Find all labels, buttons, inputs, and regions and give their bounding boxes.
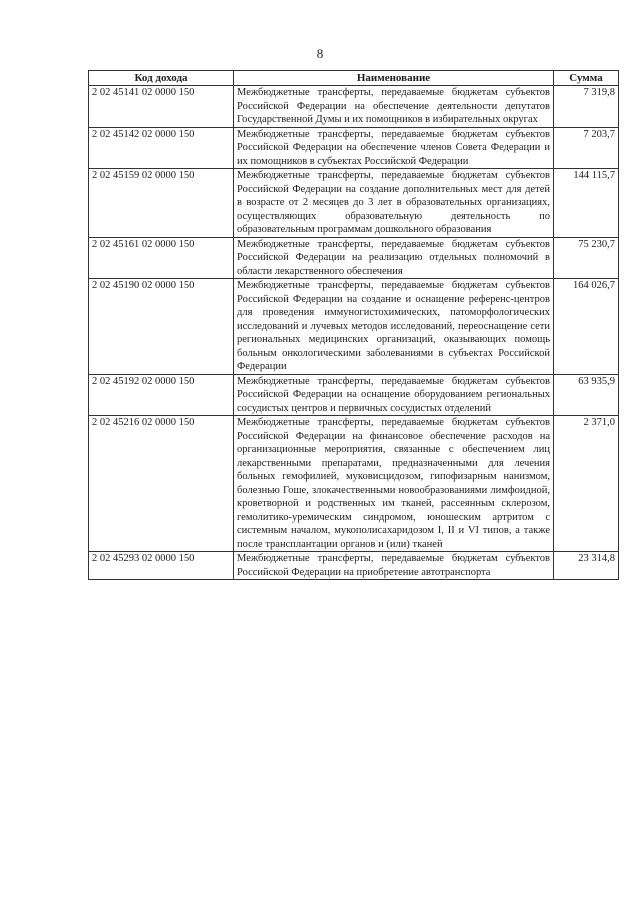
- revenue-code-cell: 2 02 45293 02 0000 150: [89, 552, 234, 580]
- page-number: 8: [316, 46, 324, 61]
- revenue-name-cell: Межбюджетные трансферты, передаваемые бюджетам субъектов Российской Федерации на обеспечение деятельности депутатов Государственной Думы и их помощников в избирательных округах: [234, 86, 554, 128]
- column-header-name: Наименование: [234, 71, 554, 86]
- table-row: [89, 279, 619, 375]
- revenue-code-cell: 2 02 45216 02 0000 150: [89, 416, 234, 552]
- table-row: [89, 86, 619, 128]
- revenue-sum-cell: 7 203,7: [554, 127, 619, 169]
- table-header-row: [89, 71, 619, 86]
- revenue-code-cell: 2 02 45159 02 0000 150: [89, 169, 234, 238]
- revenue-name-cell: Межбюджетные трансферты, передаваемые бюджетам субъектов Российской Федерации на финансовое обеспечение расходов на организационные мероприятия, связанные с обеспечением лиц лекарственными препаратами, предназначенными для лечения больных гемофилией, муковисцидозом, гипофизарным нанизмом, болезнью Гоше, злокачественными новообразованиями лимфоидной, кроветворной и родственных им тканей, рассеянным склерозом, гемолитико-уремическим синдромом, юношеским артритом с системным началом, мукополисахаридозом I, II и VI типов, а также после трансплантации органов и (или) тканей: [234, 416, 554, 552]
- revenue-name-cell: Межбюджетные трансферты, передаваемые бюджетам субъектов Российской Федерации на создание и оснащение референс-центров для проведения иммуногистохимических, патоморфологических исследований и лучевых методов исследований, переоснащение сети региональных медицинских организаций, оказывающих помощь больным онкологическими заболеваниями в субъектах Российской Федерации: [234, 279, 554, 375]
- revenue-name-cell: Межбюджетные трансферты, передаваемые бюджетам субъектов Российской Федерации на реализацию отдельных полномочий в области лекарственного обеспечения: [234, 237, 554, 279]
- revenue-sum-cell: 7 319,8: [554, 86, 619, 128]
- revenue-code-cell: 2 02 45190 02 0000 150: [89, 279, 234, 375]
- table-row: [89, 552, 619, 580]
- revenue-name-cell: Межбюджетные трансферты, передаваемые бюджетам субъектов Российской Федерации на приобретение автотранспорта: [234, 552, 554, 580]
- revenue-name-cell: Межбюджетные трансферты, передаваемые бюджетам субъектов Российской Федерации на создание дополнительных мест для детей в возрасте от 2 месяцев до 3 лет в образовательных организациях, осуществляющих образовательную деятельность по образовательным программам дошкольного образования: [234, 169, 554, 238]
- column-header-sum: Сумма: [554, 71, 619, 86]
- table-row: [89, 416, 619, 552]
- revenue-name-cell: Межбюджетные трансферты, передаваемые бюджетам субъектов Российской Федерации на оснащение оборудованием региональных сосудистых центров и первичных сосудистых отделений: [234, 374, 554, 416]
- table-row: [89, 237, 619, 279]
- revenue-code-cell: 2 02 45141 02 0000 150: [89, 86, 234, 128]
- revenue-sum-cell: 2 371,0: [554, 416, 619, 552]
- revenue-sum-cell: 164 026,7: [554, 279, 619, 375]
- column-header-code: Код дохода: [89, 71, 234, 86]
- revenue-code-cell: 2 02 45161 02 0000 150: [89, 237, 234, 279]
- revenue-sum-cell: 63 935,9: [554, 374, 619, 416]
- revenue-sum-cell: 23 314,8: [554, 552, 619, 580]
- table-row: [89, 169, 619, 238]
- revenue-code-cell: 2 02 45142 02 0000 150: [89, 127, 234, 169]
- revenue-name-cell: Межбюджетные трансферты, передаваемые бюджетам субъектов Российской Федерации на обеспечение членов Совета Федерации и их помощников в субъектах Российской Федерации: [234, 127, 554, 169]
- table-row: [89, 374, 619, 416]
- revenue-code-cell: 2 02 45192 02 0000 150: [89, 374, 234, 416]
- table-row: [89, 127, 619, 169]
- revenue-table: [88, 70, 619, 580]
- revenue-sum-cell: 144 115,7: [554, 169, 619, 238]
- revenue-sum-cell: 75 230,7: [554, 237, 619, 279]
